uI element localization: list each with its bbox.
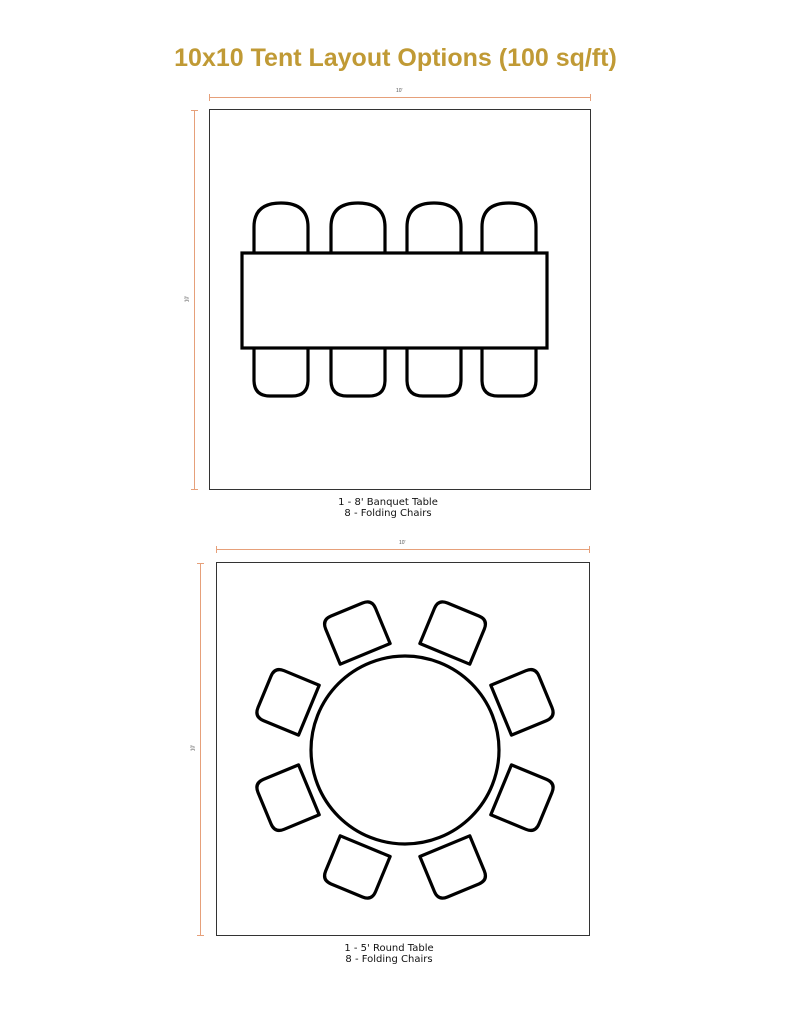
- round-layout-drawing: [217, 563, 591, 937]
- chair: [254, 348, 308, 396]
- tent-layout-banquet: [209, 109, 591, 490]
- chair: [407, 348, 461, 396]
- width-dimension-line: [209, 97, 591, 98]
- height-dimension-line: [200, 563, 201, 936]
- page-title: 10x10 Tent Layout Options (100 sq/ft): [174, 44, 617, 72]
- chair: [331, 348, 385, 396]
- chair: [491, 765, 556, 833]
- caption-chairs-line: 8 - Folding Chairs: [345, 954, 433, 965]
- height-dimension-line: [194, 110, 195, 490]
- banquet-layout-drawing: [210, 110, 592, 491]
- chair: [254, 765, 319, 833]
- chair: [322, 599, 390, 664]
- layout-caption: [288, 497, 488, 519]
- width-dimension-line: [216, 549, 590, 550]
- chair: [491, 667, 556, 735]
- chair: [254, 203, 308, 253]
- height-dimension-label: 10': [190, 744, 197, 752]
- chair: [482, 348, 536, 396]
- caption-table-line: 1 - 8' Banquet Table: [338, 497, 438, 508]
- caption-chairs-line: 8 - Folding Chairs: [344, 508, 432, 519]
- chair: [254, 667, 319, 735]
- height-dimension-label: 10': [184, 295, 191, 303]
- layout-caption: [289, 943, 489, 965]
- chair: [407, 203, 461, 253]
- chair: [420, 836, 488, 901]
- tent-layout-round: [216, 562, 590, 936]
- round-table: [311, 656, 499, 844]
- chair: [420, 599, 488, 664]
- chair: [322, 836, 390, 901]
- chair: [331, 203, 385, 253]
- caption-table-line: 1 - 5' Round Table: [344, 943, 434, 954]
- banquet-table: [242, 253, 547, 348]
- width-dimension-label: 10': [396, 88, 403, 94]
- chair: [482, 203, 536, 253]
- width-dimension-label: 10': [399, 540, 406, 546]
